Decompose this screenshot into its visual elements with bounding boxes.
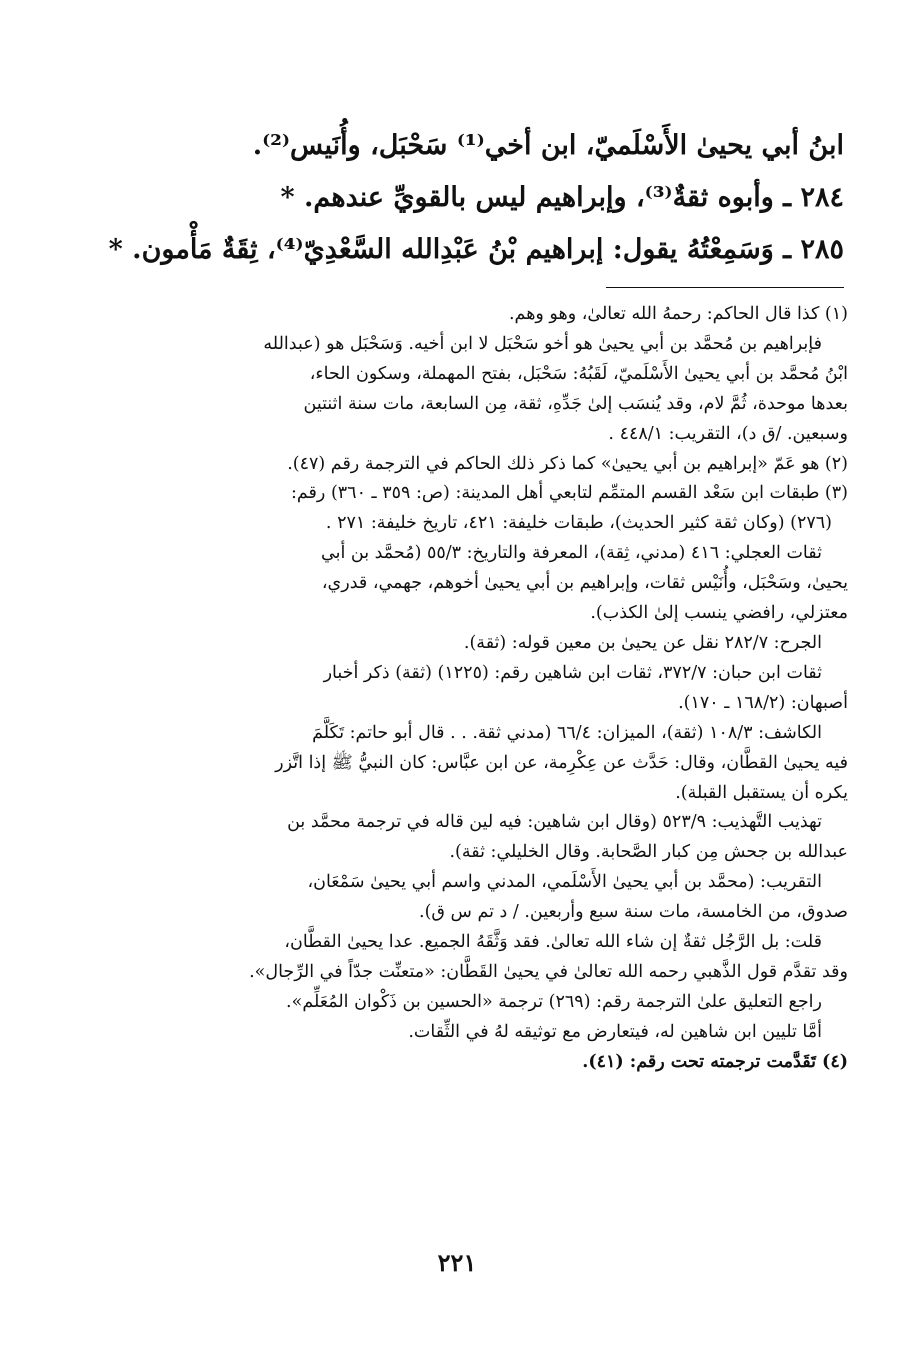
main-text bbox=[60, 120, 844, 276]
footnote-line: يكره أن يستقبل القبلة). bbox=[675, 782, 848, 803]
footnote-line: وسبعين. /ق د)، التقريب: ٤٤٨/١ . bbox=[608, 423, 848, 444]
footnote-line: تهذيب التَّهذيب: ٥٢٣/٩ (وقال ابن شاهين: فيه لين قاله في ترجمة محمَّد بن bbox=[287, 812, 822, 833]
footnote-line: قلت: بل الرَّجُل ثقةٌ إن شاء الله تعالىٰ. فقد وَثَّقَهُ الجميع. عدا يحيىٰ القطَّان، bbox=[284, 932, 822, 953]
entry-285: ٢٨٥ ـ وَسَمِعْتُهُ يقول: إبراهيم بْنُ عَبْدِالله السَّعْدِيّ⁽⁴⁾، ثِقَةٌ مَأْمون. * bbox=[108, 234, 844, 265]
footnote-line: صدوق، من الخامسة، مات سنة سبع وأربعين. / د تم س ق). bbox=[419, 902, 848, 923]
footnote-line: ثقات العجلي: ٤١٦ (مدني، ثِقة)، المعرفة والتاريخ: ٥٥/٣ (مُحمَّد بن أبي bbox=[320, 543, 822, 564]
footnote-4: (٤) تَقَدَّمت ترجمته تحت رقم: (٤١). bbox=[582, 1051, 848, 1072]
footnote-line: وقد تقدَّم قول الذَّهبي رحمه الله تعالىٰ في يحيىٰ القَطَّان: «متعنِّت جدّاً في الرِّجال». bbox=[249, 961, 848, 982]
footnote-1: (١) كذا قال الحاكم: رحمهُ الله تعالىٰ، وهو وهم. bbox=[508, 304, 848, 324]
footnote-2: (٢) هو عَمّ «إبراهيم بن أبي يحيىٰ» كما ذكر ذلك الحاكم في الترجمة رقم (٤٧). bbox=[287, 453, 848, 474]
footnote-line: ابْنُ مُحمَّد بن أبي يحيىٰ الأَسْلَميّ، لَقَبُهُ: سَحْبَل، بفتح المهملة، وسكون الحاء، bbox=[309, 363, 848, 384]
footnote-line: معتزلي، رافضي ينسب إلىٰ الكذب). bbox=[590, 603, 848, 624]
footnotes bbox=[60, 300, 848, 1078]
footnote-line: عبدالله بن جحش مِن كبار الصَّحابة. وقال الخليلي: ثقة). bbox=[449, 842, 848, 863]
footnote-line: راجع التعليق علىٰ الترجمة رقم: (٢٦٩) ترجمة «الحسين بن ذَكْوان المُعَلِّم». bbox=[286, 991, 822, 1012]
footnote-line: يحيىٰ، وسَحْبَل، وأُنَيْس ثقات، وإبراهيم بن أبي يحيىٰ أخوهم، جهمي، قدري، bbox=[321, 573, 848, 594]
footnote-line: التقريب: (محمَّد بن أبي يحيىٰ الأَسْلَمي، المدني واسم أبي يحيىٰ سَمْعَان، bbox=[307, 872, 822, 893]
main-line-1: ابنُ أبي يحيىٰ الأَسْلَميّ، ابن أخي⁽¹⁾ سَحْبَل، وأُنَيس⁽²⁾. bbox=[252, 130, 844, 161]
footnote-line: أصبهان: (١٦٨/٢ ـ ١٧٠). bbox=[678, 692, 848, 713]
footnote-line: بعدها موحدة، ثُمَّ لام، وقد يُنسَب إلىٰ جَدِّهِ، ثقة، مِن السابعة، مات سنة اثنتين bbox=[303, 393, 848, 414]
footnote-line: فإبراهيم بن مُحمَّد بن أبي يحيىٰ هو أخو سَحْبَل لا ابن أخيه. وَسَحْبَل هو (عبدالله bbox=[263, 333, 822, 354]
footnote-line: الجرح: ٢٨٢/٧ نقل عن يحيىٰ بن معين قوله: (ثقة). bbox=[463, 632, 822, 653]
footnote-line: ثقات ابن حبان: ٣٧٢/٧، ثقات ابن شاهين رقم: (١٢٢٥) (ثقة) ذكر أخبار bbox=[323, 662, 822, 683]
footnote-line: الكاشف: ١٠٨/٣ (ثقة)، الميزان: ٦٦/٤ (مدني ثقة. . . قال أبو حاتم: تَكَلَّمَ bbox=[312, 722, 822, 743]
footnote-line: (٢٧٦) (وكان ثقة كثير الحديث)، طبقات خليفة: ٤٢١، تاريخ خليفة: ٢٧١ . bbox=[325, 513, 832, 534]
entry-284: ٢٨٤ ـ وأبوه ثقةٌ⁽³⁾، وإبراهيم ليس بالقويِّ عندهم. * bbox=[280, 182, 844, 213]
footnote-divider bbox=[606, 287, 844, 288]
footnote-line: أمَّا تليين ابن شاهين له، فيتعارض مع توثيقه لهُ في الثِّقات. bbox=[408, 1021, 822, 1042]
page-number: ٢٢١ bbox=[437, 1248, 477, 1277]
footnote-3: (٣) طبقات ابن سَعْد القسم المتمِّم لتابعي أهل المدينة: (ص: ٣٥٩ ـ ٣٦٠) رقم: bbox=[291, 483, 848, 504]
footnote-line: فيه يحيىٰ القطَّان، وقال: حَدَّث عن عِكْرِمة، عن ابن عبَّاس: كان النبيُّ ﷺ إذا اتَّزر bbox=[275, 752, 848, 773]
